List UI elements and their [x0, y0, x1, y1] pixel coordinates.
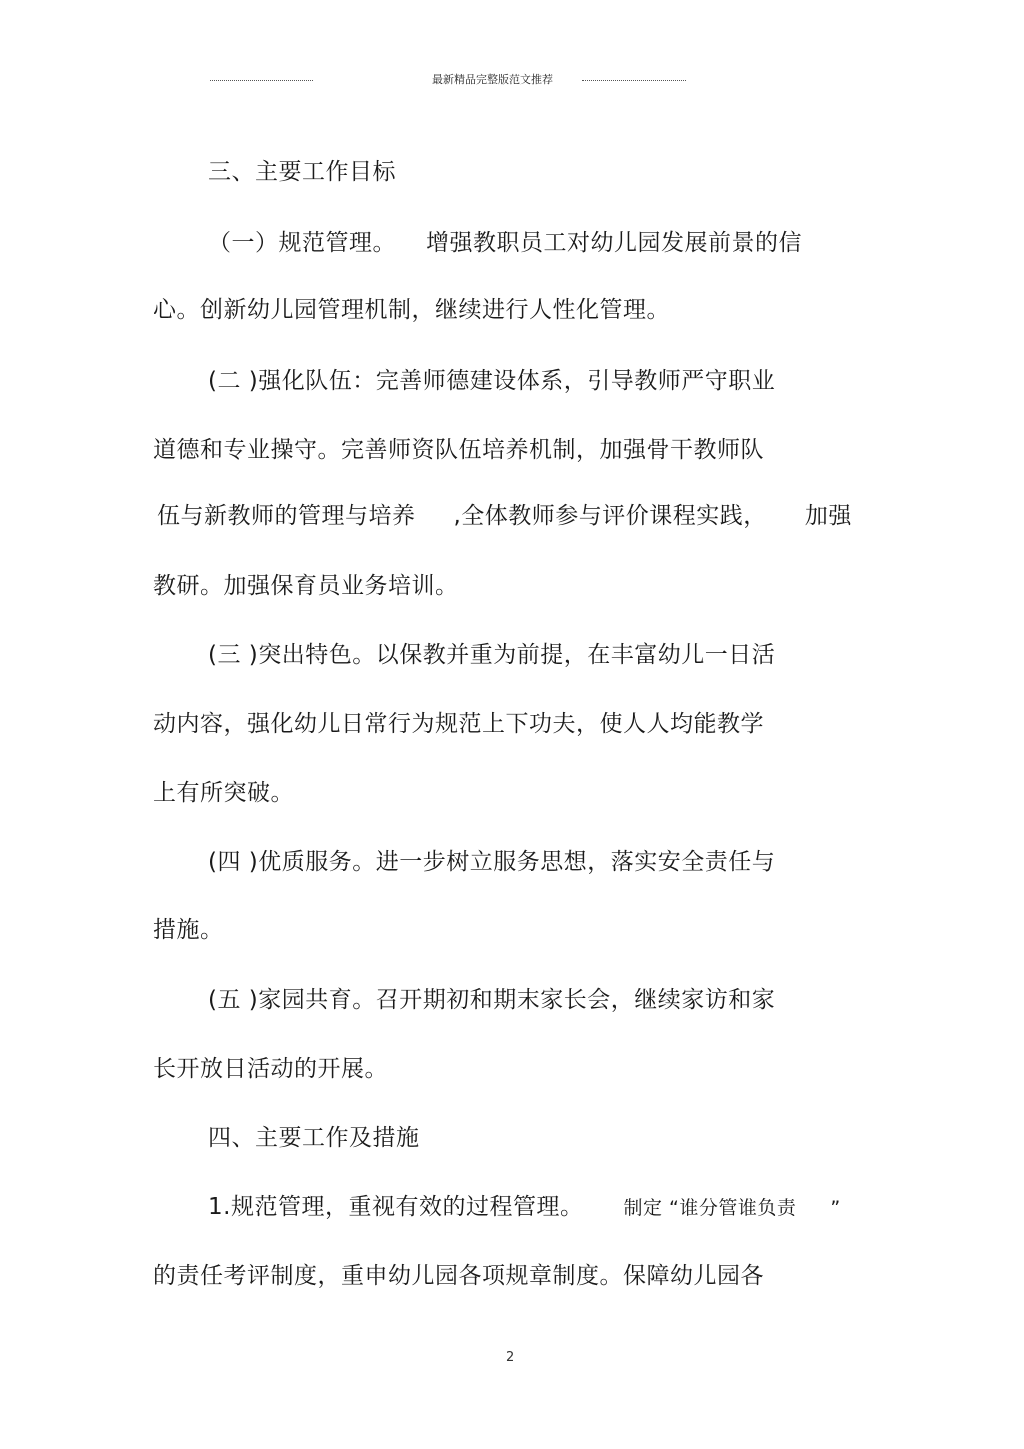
paragraph-line: 长开放日活动的开展。 — [153, 1056, 388, 1082]
paragraph-text: 制定 “谁分管谁负责 — [623, 1197, 797, 1219]
header-right-rule — [582, 80, 686, 81]
paragraph-text: 加强 — [804, 503, 852, 529]
paragraph-line: 上有所突破。 — [153, 780, 294, 806]
paragraph-text: 伍与新教师的管理与培养 — [157, 503, 416, 529]
section-heading-4: 四、主要工作及措施 — [208, 1125, 420, 1151]
paragraph-text: ,全体教师参与评价课程实践， — [453, 503, 767, 529]
paragraph-line: 的责任考评制度，重申幼儿园各项规章制度。保障幼儿园各 — [153, 1263, 764, 1289]
paragraph-text: 增强教职员工对幼儿园发展前景的信 — [426, 230, 802, 256]
paragraph-line: (二 )强化队伍：完善师德建设体系，引导教师严守职业 — [208, 368, 776, 394]
section-heading-3: 三、主要工作目标 — [208, 159, 396, 185]
paragraph-line: 心。创新幼儿园管理机制，继续进行人性化管理。 — [153, 297, 670, 323]
paragraph-line: 道德和专业操守。完善师资队伍培养机制，加强骨干教师队 — [153, 437, 764, 463]
paragraph-line: (三 )突出特色。以保教并重为前提，在丰富幼儿一日活 — [208, 642, 776, 668]
paragraph-label: （一）规范管理。 — [208, 230, 396, 256]
page-number: 2 — [506, 1350, 515, 1365]
header-title: 最新精品完整版范文推荐 — [432, 73, 553, 86]
paragraph-line: 措施。 — [153, 917, 224, 943]
paragraph-line: 教研。加强保育员业务培训。 — [153, 573, 459, 599]
closing-quote: ” — [830, 1197, 841, 1219]
paragraph-line: 动内容，强化幼儿日常行为规范上下功夫，使人人均能教学 — [153, 711, 764, 737]
paragraph-line — [208, 228, 802, 258]
header-left-rule — [210, 80, 313, 81]
paragraph-line — [208, 1192, 841, 1223]
paragraph-line: (五 )家园共育。召开期初和期末家长会，继续家访和家 — [208, 987, 776, 1013]
paragraph-text: 1.规范管理，重视有效的过程管理。 — [208, 1194, 584, 1220]
paragraph-line — [157, 501, 852, 531]
paragraph-line: (四 )优质服务。进一步树立服务思想，落实安全责任与 — [208, 849, 776, 875]
